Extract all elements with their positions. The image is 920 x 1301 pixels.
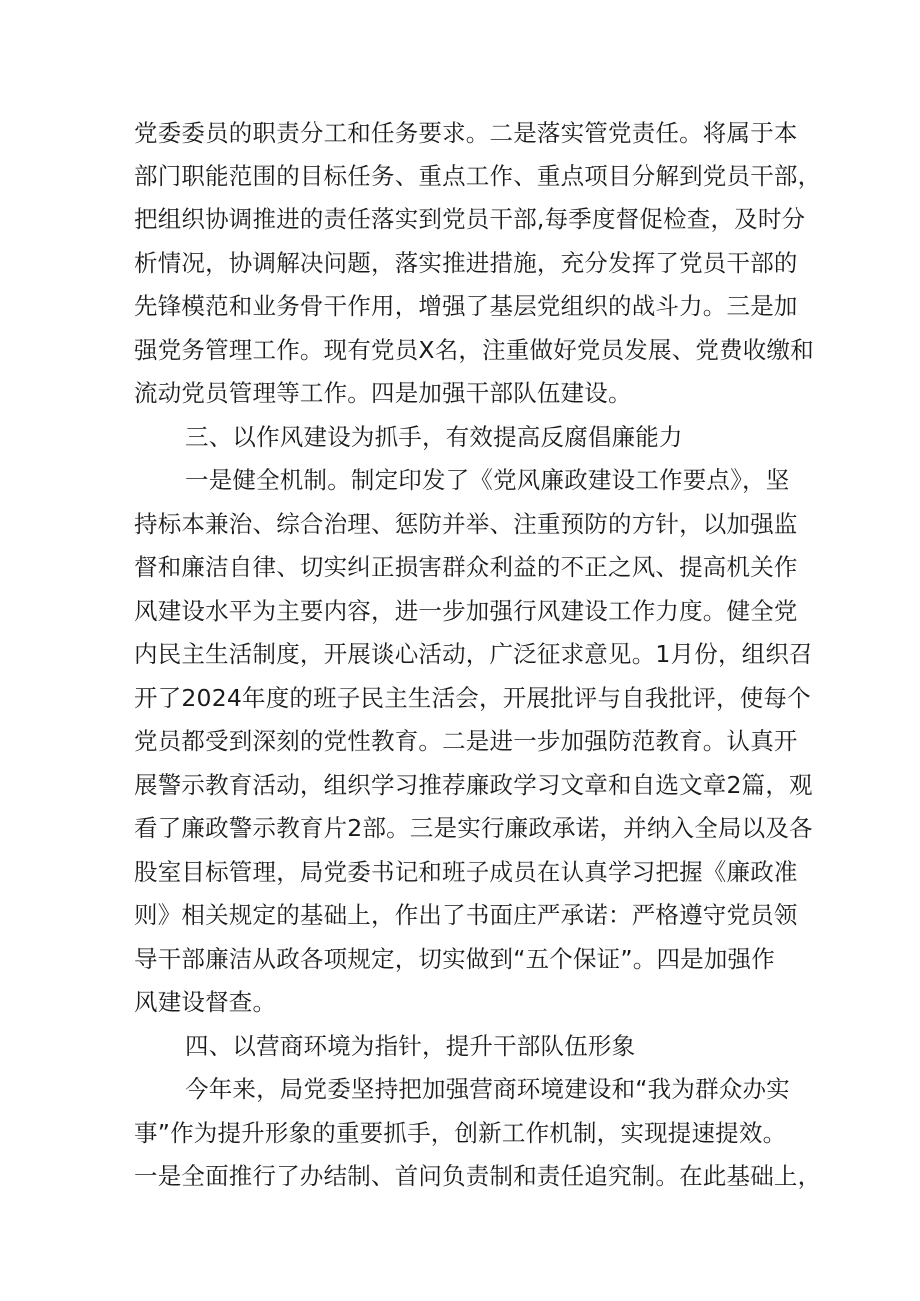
section-heading: 三、以作风建设为抓手，有效提高反腐倡廉能力	[185, 423, 683, 451]
text-line: 部门职能范围的目标任务、重点工作、重点项目分解到党员干部，	[134, 162, 822, 190]
text-line: 开了2024年度的班子民主生活会，开展批评与自我批评，使每个	[134, 684, 811, 712]
text-line: 展警示教育活动，组织学习推荐廉政学习文章和自选文章2篇，观	[134, 771, 813, 799]
section-heading: 四、以营商环境为指针，提升干部队伍形象	[185, 1032, 636, 1060]
text-line: 风建设水平为主要内容，进一步加强行风建设工作力度。健全党	[134, 597, 798, 625]
text-line: 督和廉洁自律、切实纠正损害群众利益的不正之风、提高机关作	[134, 553, 798, 581]
text-line: 导干部廉洁从政各项规定，切实做到“五个保证”。四是加强作	[134, 945, 775, 973]
text-line: 先锋模范和业务骨干作用，增强了基层党组织的战斗力。三是加	[134, 292, 798, 320]
paragraph-start-line: 今年来，局党委坚持把加强营商环境建设和“我为群众办实	[185, 1075, 790, 1103]
text-line: 持标本兼治、综合治理、惩防并举、注重预防的方针，以加强监	[134, 510, 798, 538]
text-line: 流动党员管理等工作。四是加强干部队伍建设。	[134, 379, 632, 407]
text-line: 党员都受到深刻的党性教育。二是进一步加强防范教育。认真开	[134, 727, 798, 755]
text-line: 把组织协调推进的责任落实到党员干部,每季度督促检查，及时分	[134, 205, 806, 233]
text-line: 一是全面推行了办结制、首问负责制和责任追究制。在此基础上，	[134, 1162, 822, 1190]
text-line: 析情况，协调解决问题，落实推进措施，充分发挥了党员干部的	[134, 249, 798, 277]
text-line: 党委委员的职责分工和任务要求。二是落实管党责任。将属于本	[134, 119, 798, 147]
text-line: 股室目标管理，局党委书记和班子成员在认真学习把握《廉政准	[134, 858, 798, 886]
text-line: 看了廉政警示教育片2部。三是实行廉政承诺，并纳入全局以及各	[134, 814, 813, 842]
text-line: 风建设督查。	[134, 988, 277, 1016]
text-line: 内民主生活制度，开展谈心活动，广泛征求意见。1月份，组织召	[134, 640, 813, 668]
text-line: 则》相关规定的基础上，作出了书面庄严承诺：严格遵守党员领	[134, 901, 798, 929]
text-line: 强党务管理工作。现有党员X名，注重做好党员发展、党费收缴和	[134, 336, 814, 364]
paragraph-start-line: 一是健全机制。制定印发了《党风廉政建设工作要点》，坚	[185, 466, 790, 494]
text-line: 事”作为提升形象的重要抓手，创新工作机制，实现提速提效。	[134, 1119, 787, 1147]
